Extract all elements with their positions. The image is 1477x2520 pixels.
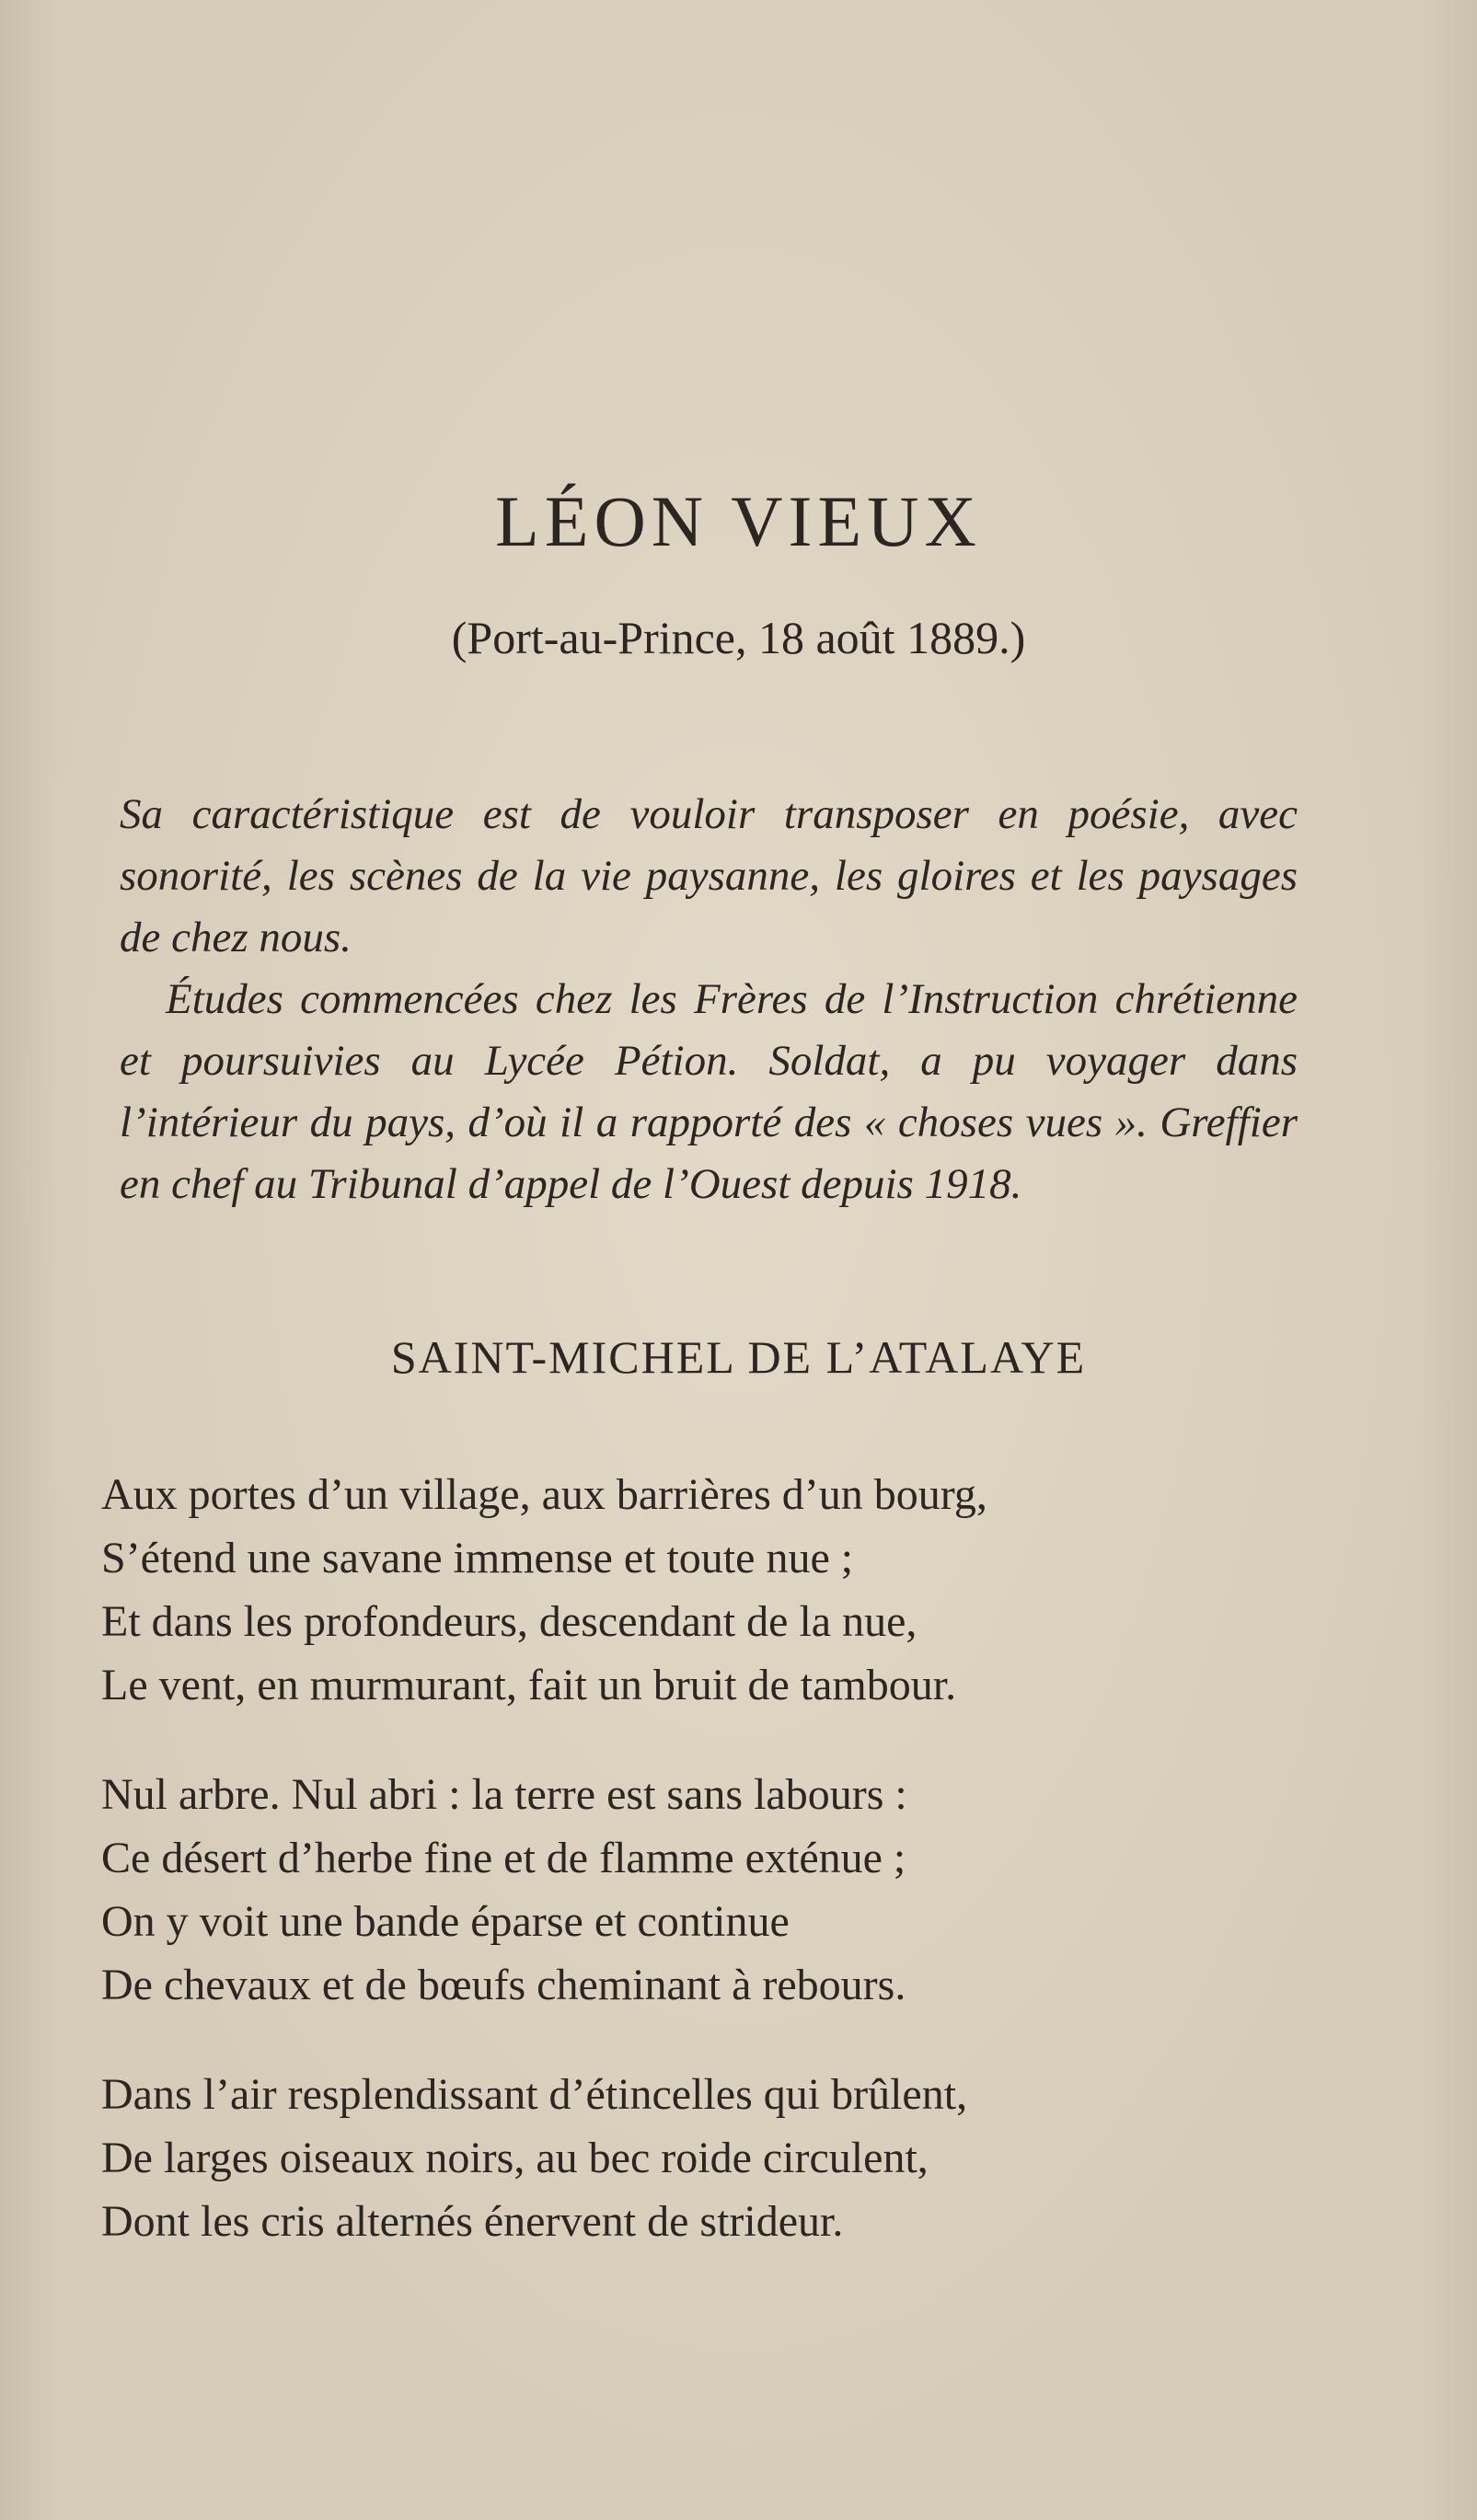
poem-verse: On y voit une bande éparse et continue [101, 1897, 790, 1946]
poem-body [101, 1463, 1298, 2299]
poem-stanza [101, 1463, 1298, 1717]
poem-verse: De larges oiseaux noirs, au bec roide circulent, [101, 2134, 929, 2182]
poem-verse: Ce désert d’herbe fine et de flamme exténue ; [101, 1834, 906, 1882]
author-birth-info: (Port-au-Prince, 18 août 1889.) [451, 612, 1026, 663]
poem-stanza [101, 1763, 1298, 2017]
poem-verse: Et dans les profondeurs, descendant de la nue, [101, 1597, 917, 1646]
bio-paragraph: Sa caractéristique est de vouloir transposer en poésie, avec sonorité, les scènes de la vie paysanne, les gloires et les paysages de chez nous. [120, 790, 1298, 961]
poem-title: SAINT-MICHEL DE L’ATALAYE [390, 1331, 1087, 1383]
poem-verse: Dans l’air resplendissant d’étincelles qui brûlent, [101, 2070, 968, 2119]
author-name: LÉON VIEUX [495, 481, 982, 561]
poem-verse: Aux portes d’un village, aux barrières d’un bourg, [101, 1470, 987, 1519]
poem-verse: S’étend une savane immense et toute nue ; [101, 1534, 854, 1582]
poem-stanza [101, 2063, 1298, 2253]
poem-verse: Nul arbre. Nul abri : la terre est sans labours : [101, 1770, 907, 1819]
poem-verse: Dont les cris alternés énervent de strideur. [101, 2197, 844, 2246]
bio-paragraph: Études commencées chez les Frères de l’Instruction chrétienne et poursuivies au Lycée Pétion. Soldat, a pu voyager dans l’intérieur du pays, d’où il a rapporté des « choses vues ». Greffier en chef au Tribunal d’appel de l’Ouest depuis 1918. [120, 975, 1298, 1208]
poem-verse: De chevaux et de bœufs cheminant à rebours. [101, 1961, 906, 2009]
author-biography [120, 784, 1298, 1215]
poem-verse: Le vent, en murmurant, fait un bruit de tambour. [101, 1661, 957, 1709]
